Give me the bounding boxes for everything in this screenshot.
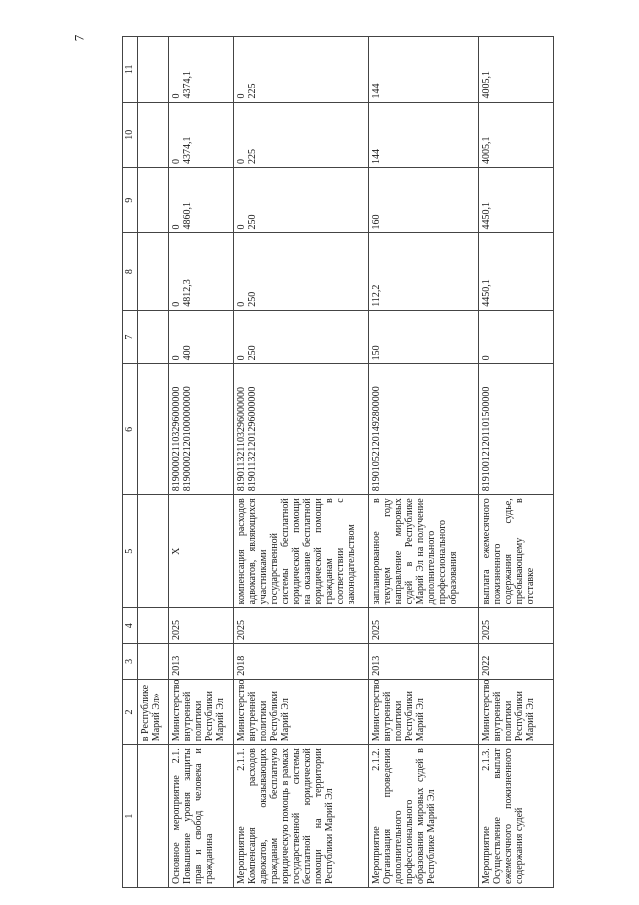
header-cell: 6 bbox=[123, 364, 138, 495]
cell-line: 4374,1 bbox=[182, 71, 193, 99]
cell-line: 4812,3 bbox=[182, 279, 193, 307]
table-cell: 150 bbox=[369, 310, 479, 364]
header-cell: 5 bbox=[123, 495, 138, 608]
table-cell bbox=[138, 37, 169, 103]
header-cell: 7 bbox=[123, 310, 138, 364]
rotated-table-container bbox=[122, 36, 536, 888]
table-cell: Министерство внутренней политики Республики Марий Эл bbox=[369, 679, 479, 744]
table-cell: 2025 bbox=[234, 608, 369, 644]
continuation-row bbox=[138, 37, 169, 888]
cell-line: 0 bbox=[236, 158, 247, 164]
table-cell: 819100121201101500000 bbox=[479, 364, 554, 495]
table-cell: 2025 bbox=[169, 608, 234, 644]
table-row bbox=[234, 37, 369, 888]
table-cell: 144 bbox=[369, 102, 479, 167]
program-table bbox=[122, 36, 554, 888]
table-cell: Министерство внутренней политики Республики Марий Эл bbox=[169, 679, 234, 744]
table-cell bbox=[234, 167, 369, 232]
cell-line: 819000021201000000000 bbox=[182, 386, 193, 492]
header-cell: 1 bbox=[123, 745, 138, 888]
table-cell bbox=[234, 102, 369, 167]
cell-line: 819000021103296000000 bbox=[171, 386, 182, 492]
cell-line: 0 bbox=[171, 355, 182, 361]
cell-line: 0 bbox=[171, 93, 182, 99]
cell-line: 0 bbox=[236, 355, 247, 361]
cell-line: 0 bbox=[171, 224, 182, 230]
header-row bbox=[123, 37, 138, 888]
header-cell: 11 bbox=[123, 37, 138, 103]
table-cell: 4450,1 bbox=[479, 233, 554, 310]
header-cell: 4 bbox=[123, 608, 138, 644]
table-row bbox=[169, 37, 234, 888]
table-cell bbox=[169, 37, 234, 103]
cell-line: 250 bbox=[247, 345, 258, 361]
table-cell: Основное мероприятие 2.1. Повышение уровня защиты прав и свобод человека и гражданина bbox=[169, 745, 234, 888]
table-cell: 2022 bbox=[479, 644, 554, 680]
table-cell bbox=[169, 167, 234, 232]
header-cell: 2 bbox=[123, 679, 138, 744]
cell-line: 0 bbox=[171, 158, 182, 164]
table-cell: 144 bbox=[369, 37, 479, 103]
table-cell: Министерство внутренней политики Республики Марий Эл bbox=[234, 679, 369, 744]
table-cell: 4005,1 bbox=[479, 102, 554, 167]
table-cell: 0 bbox=[479, 310, 554, 364]
cell-line: 0 bbox=[236, 93, 247, 99]
table-cell bbox=[234, 310, 369, 364]
table-cell bbox=[234, 37, 369, 103]
header-cell: 9 bbox=[123, 167, 138, 232]
table-cell: 2018 bbox=[234, 644, 369, 680]
table-cell: 4450,1 bbox=[479, 167, 554, 232]
cell-line: 0 bbox=[236, 224, 247, 230]
table-cell: компенсация расходов адвокатов, являющихся участниками государственной системы бесплатной юридической помощи на оказание бесплатной юридической помощи гражданам в соответствии с законодательством bbox=[234, 495, 369, 608]
page-number: 7 bbox=[71, 34, 87, 42]
table-cell: Мероприятие 2.1.1. Компенсация расходов адвокатов, оказывающих гражданам бесплатную юридическую помощь в рамках государственной системы бесплатной юридической помощи на территории Республики Марий Эл bbox=[234, 745, 369, 888]
table-cell: Мероприятие 2.1.3. Осуществление выплат ежемесячного пожизненного содержания судей bbox=[479, 745, 554, 888]
table-row bbox=[369, 37, 479, 888]
cell-line: 250 bbox=[247, 291, 258, 307]
cell-line: 4860,1 bbox=[182, 201, 193, 230]
table-cell bbox=[138, 495, 169, 608]
cell-line: 0 bbox=[236, 301, 247, 307]
cell-line: 400 bbox=[182, 345, 193, 361]
table-cell bbox=[234, 364, 369, 495]
cell-line: 225 bbox=[247, 148, 258, 164]
table-cell bbox=[138, 745, 169, 888]
table-cell: 2013 bbox=[369, 644, 479, 680]
table-cell bbox=[138, 167, 169, 232]
table-cell bbox=[169, 102, 234, 167]
table-cell: 2013 bbox=[169, 644, 234, 680]
table-cell: в Республике Марий Эл» bbox=[138, 679, 169, 744]
table-cell: Министерство внутренней политики Республики Марий Эл bbox=[479, 679, 554, 744]
cell-line: 4374,1 bbox=[182, 136, 193, 164]
table-cell: запланированное в текущем году направление мировых судей в Республике Марий Эл на получение дополнительного профессионального образования bbox=[369, 495, 479, 608]
table-cell: 2025 bbox=[479, 608, 554, 644]
table-cell bbox=[234, 233, 369, 310]
table-cell: 112,2 bbox=[369, 233, 479, 310]
table-cell: 4005,1 bbox=[479, 37, 554, 103]
table-cell: 819010521201492800000 bbox=[369, 364, 479, 495]
table-cell: 2025 bbox=[369, 608, 479, 644]
table-cell: Мероприятие 2.1.2. Организация проведения дополнительного профессионального образования мировых судей в Республике Марий Эл bbox=[369, 745, 479, 888]
cell-line: 819011321201296000000 bbox=[247, 386, 258, 492]
table-row bbox=[479, 37, 554, 888]
table-cell: 160 bbox=[369, 167, 479, 232]
header-cell: 8 bbox=[123, 233, 138, 310]
table-cell bbox=[138, 102, 169, 167]
table-cell bbox=[138, 233, 169, 310]
header-cell: 3 bbox=[123, 644, 138, 680]
cell-line: 0 bbox=[171, 301, 182, 307]
table-cell bbox=[138, 364, 169, 495]
table-cell bbox=[138, 310, 169, 364]
table-cell bbox=[138, 608, 169, 644]
table-cell bbox=[138, 644, 169, 680]
cell-line: 819011321103296000000 bbox=[236, 387, 247, 492]
cell-line: 225 bbox=[247, 83, 258, 99]
table-cell bbox=[169, 233, 234, 310]
table-cell bbox=[169, 310, 234, 364]
table-cell bbox=[169, 364, 234, 495]
table-cell: выплата ежемесячного пожизненного содержания судье, пребывающему в отставке bbox=[479, 495, 554, 608]
table-cell: Х bbox=[169, 495, 234, 608]
cell-line: 250 bbox=[247, 214, 258, 230]
header-cell: 10 bbox=[123, 102, 138, 167]
